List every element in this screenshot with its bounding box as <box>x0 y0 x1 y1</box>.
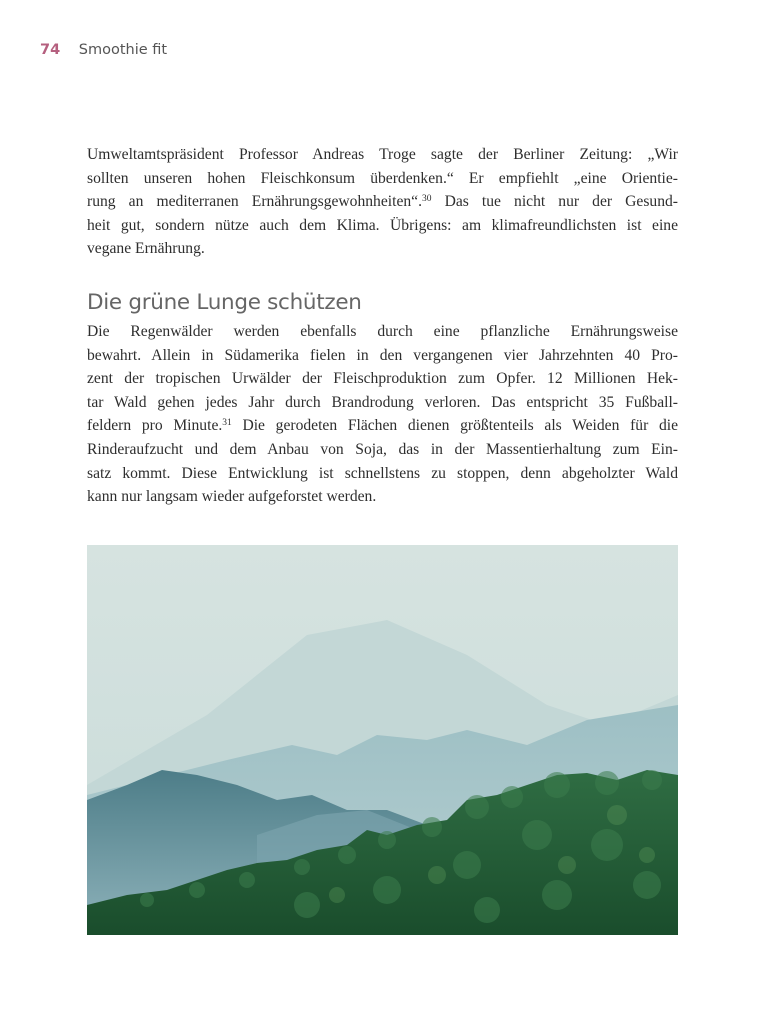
text-line: Umweltamtspräsident Professor Andreas Troge sagte der Berliner Zeitung: „Wir <box>87 146 678 163</box>
text-line: tar Wald gehen jedes Jahr durch Brandrodung verloren. Das entspricht 35 Fußball- <box>87 393 678 411</box>
text-line: kann nur langsam wieder aufgeforstet werden. <box>87 488 377 506</box>
text-line: heit gut, sondern nütze auch dem Klima. Übrigens: am klimafreundlichsten ist eine <box>87 216 678 234</box>
page-number: 74 <box>40 42 61 58</box>
paragraph-quote <box>87 143 678 261</box>
text-fragment: Die gerodeten Flächen dienen größtenteils als Weiden für die <box>231 417 678 435</box>
section-heading: Die grüne Lunge schützen <box>87 290 362 315</box>
running-header <box>40 42 167 58</box>
text-line: zent der tropischen Urwälder der Fleischproduktion zum Opfer. 12 Millionen Hek- <box>87 370 678 388</box>
landscape-photo <box>87 545 678 935</box>
text-line: sollten unseren hohen Fleischkonsum überdenken.“ Er empfiehlt „eine Orientie- <box>87 169 678 187</box>
text-fragment: feldern pro Minute. <box>87 417 223 435</box>
text-fragment: rung an mediterranen Ernährungsgewohnheiten“. <box>87 193 422 211</box>
text-line <box>87 190 678 214</box>
footnote-ref-30: 30 <box>421 194 432 205</box>
text-line: vegane Ernährung. <box>87 240 205 258</box>
text-line <box>87 414 678 438</box>
text-line: satz kommt. Diese Entwicklung ist schnellstens zu stoppen, denn abgeholzter Wald <box>87 464 678 482</box>
paragraph-rainforest <box>87 320 678 509</box>
text-line: Die Regenwälder werden ebenfalls durch eine pflanzliche Ernährungsweise <box>87 323 678 340</box>
text-line: Rinderaufzucht und dem Anbau von Soja, das in der Massentierhaltung zum Ein- <box>87 440 678 458</box>
running-title: Smoothie fit <box>78 42 168 58</box>
misty-mountains-forest-image <box>87 545 678 935</box>
text-line: bewahrt. Allein in Südamerika fielen in den vergangenen vier Jahrzehnten 40 Pro- <box>87 346 678 364</box>
footnote-ref-31: 31 <box>222 418 232 429</box>
text-fragment: Das tue nicht nur der Gesund- <box>431 193 678 211</box>
